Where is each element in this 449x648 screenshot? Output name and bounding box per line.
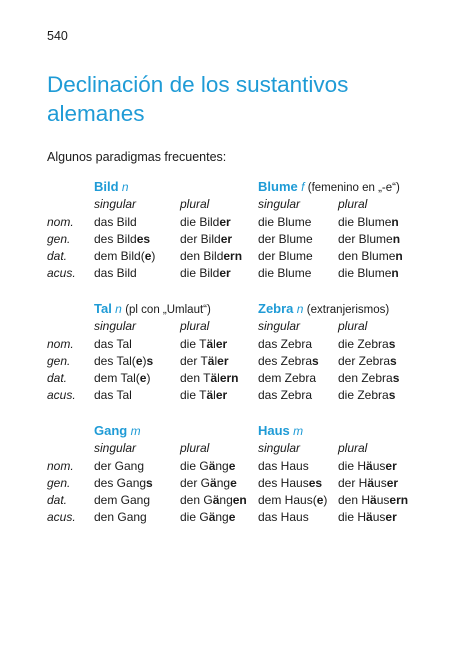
noun-form: die Häuser [338, 459, 397, 473]
noun-word: Bild [94, 179, 119, 194]
noun-form: den Bildern [180, 249, 243, 263]
gender-marker: f [301, 180, 305, 194]
noun-form: das Bild [94, 215, 137, 229]
case-label: gen. [47, 354, 71, 368]
noun-word: Zebra [258, 301, 294, 316]
noun-word: Blume [258, 179, 298, 194]
noun-form: den Zebras [338, 371, 400, 385]
noun-form: das Haus [258, 510, 309, 524]
gender-marker: m [130, 424, 141, 438]
case-label: acus. [47, 510, 76, 524]
noun-form: die Blume [258, 215, 312, 229]
case-label: gen. [47, 476, 71, 490]
case-label: acus. [47, 266, 76, 280]
noun-heading [258, 422, 303, 440]
page-title: Declinación de los sustantivos alemanes [47, 72, 349, 126]
noun-form: das Tal [94, 388, 132, 402]
case-label: dat. [47, 371, 68, 385]
noun-form: der Blume [258, 232, 313, 246]
case-label: nom. [47, 459, 74, 473]
noun-form: den Gang [94, 510, 147, 524]
noun-form: die Täler [180, 337, 228, 351]
noun-form: dem Zebra [258, 371, 317, 385]
column-label-plural: plural [180, 319, 210, 333]
declension-block-1 [0, 178, 449, 278]
column-label-plural: plural [338, 197, 368, 211]
noun-form: die Blumen [338, 215, 399, 229]
case-label: acus. [47, 388, 76, 402]
noun-word: Haus [258, 423, 290, 438]
noun-form: die Gänge [180, 459, 236, 473]
noun-form: der Häuser [338, 476, 399, 490]
case-label: dat. [47, 249, 68, 263]
noun-form: den Blumen [338, 249, 403, 263]
noun-heading [258, 178, 400, 197]
noun-form: die Gänge [180, 510, 236, 524]
noun-form: das Tal [94, 337, 132, 351]
noun-form: den Häusern [338, 493, 409, 507]
gender-marker: n [121, 180, 129, 194]
declension-block-2 [0, 300, 449, 400]
noun-note: (extranjerismos) [306, 304, 390, 316]
noun-heading [94, 300, 211, 319]
gender-marker: m [293, 424, 304, 438]
column-label-plural: plural [180, 441, 210, 455]
noun-form: der Blumen [338, 232, 401, 246]
noun-form: der Blume [258, 249, 313, 263]
noun-form: die Täler [180, 388, 228, 402]
noun-form: der Zebras [338, 354, 397, 368]
noun-form: die Bilder [180, 266, 231, 280]
noun-form: des Gangs [94, 476, 153, 490]
noun-note: (femenino en „-e“) [307, 182, 400, 194]
column-label-singular: singular [94, 197, 137, 211]
intro-text: Algunos paradigmas frecuentes: [47, 150, 227, 164]
page-number: 540 [47, 29, 68, 43]
noun-form: der Gänge [180, 476, 237, 490]
noun-form: der Täler [180, 354, 229, 368]
noun-form: die Bilder [180, 215, 231, 229]
noun-word: Gang [94, 423, 128, 438]
noun-form: des Bildes [94, 232, 151, 246]
noun-form: den Tälern [180, 371, 239, 385]
gender-marker: n [115, 302, 122, 316]
noun-form: der Gang [94, 459, 145, 473]
noun-form: die Blumen [338, 266, 399, 280]
noun-heading [94, 422, 141, 440]
noun-form: dem Tal(e) [94, 371, 151, 385]
noun-form: den Gängen [180, 493, 247, 507]
noun-form: das Bild [94, 266, 137, 280]
noun-form: der Bilder [180, 232, 233, 246]
noun-note: (pl con „Umlaut“) [125, 304, 211, 316]
case-label: nom. [47, 215, 74, 229]
noun-heading [258, 300, 389, 319]
gender-marker: n [296, 302, 304, 316]
case-label: dat. [47, 493, 68, 507]
column-label-singular: singular [258, 441, 301, 455]
noun-form: das Haus [258, 459, 309, 473]
column-label-singular: singular [94, 319, 137, 333]
noun-form: die Blume [258, 266, 312, 280]
column-label-plural: plural [338, 319, 368, 333]
noun-form: dem Haus(e) [258, 493, 328, 507]
column-label-plural: plural [180, 197, 210, 211]
noun-form: das Zebra [258, 337, 313, 351]
noun-heading [94, 178, 129, 197]
noun-word: Tal [94, 301, 112, 316]
noun-form: die Zebras [338, 388, 396, 402]
column-label-singular: singular [258, 319, 301, 333]
column-label-singular: singular [94, 441, 137, 455]
noun-form: des Zebras [258, 354, 319, 368]
noun-form: die Zebras [338, 337, 396, 351]
column-label-singular: singular [258, 197, 301, 211]
noun-form: die Häuser [338, 510, 397, 524]
noun-form: des Hauses [258, 476, 323, 490]
case-label: nom. [47, 337, 74, 351]
noun-form: des Tal(e)s [94, 354, 154, 368]
case-label: gen. [47, 232, 71, 246]
column-label-plural: plural [338, 441, 368, 455]
noun-form: dem Bild(e) [94, 249, 156, 263]
declension-block-3 [0, 422, 449, 522]
noun-form: das Zebra [258, 388, 313, 402]
noun-form: dem Gang [94, 493, 151, 507]
